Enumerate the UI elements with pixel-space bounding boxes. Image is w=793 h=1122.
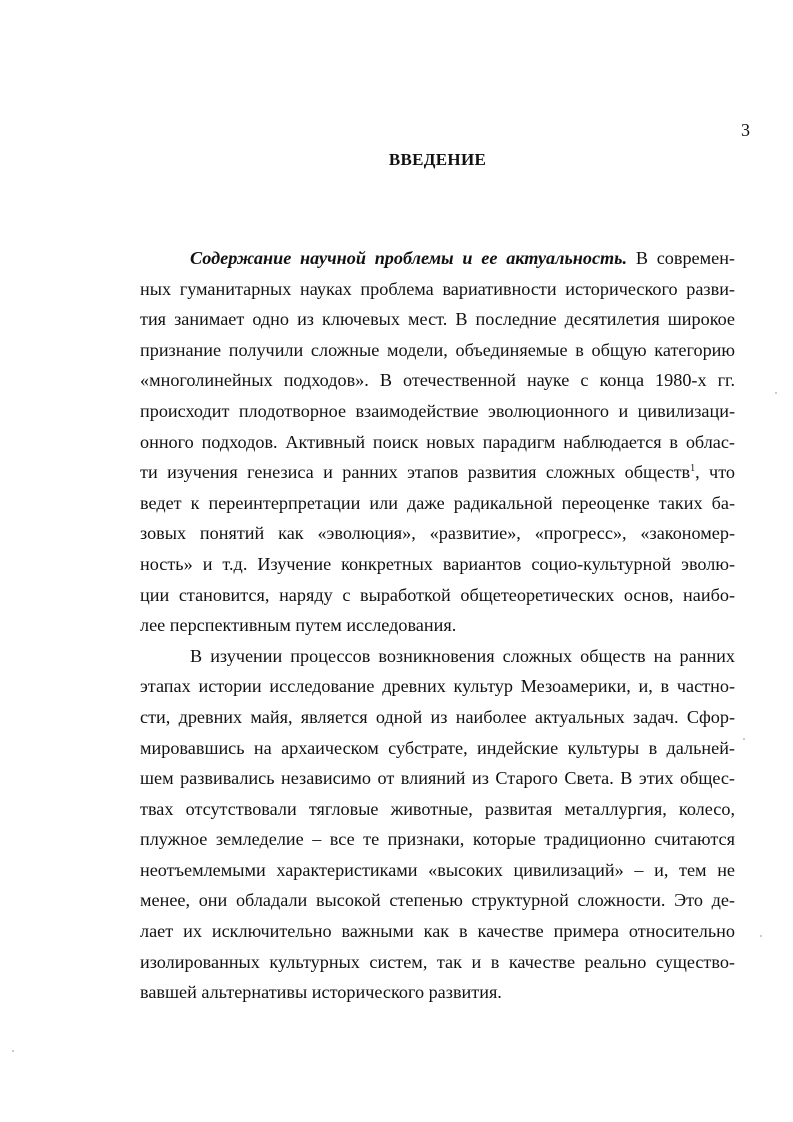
text-line: неотъемлемыми характеристиками «высоких цивилизаций» – и, тем не: [140, 859, 735, 880]
text-line: [140, 457, 735, 488]
text-line: лает их исключительно важными как в качестве примера относительно: [140, 921, 735, 942]
text-line: этапах истории исследование древних культур Мезоамерики, и, в частно-: [140, 676, 735, 697]
paragraph-lead: Содержание научной проблемы и ее актуальность.: [190, 248, 628, 268]
text-fragment: ти изучения генезиса и ранних этапов развития сложных обществ: [140, 462, 691, 483]
text-line: ведет к переинтерпретации или даже радикальной переоценке таких ба-: [140, 492, 735, 513]
scan-speck: [760, 935, 762, 937]
text-line: зовых понятий как «эволюция», «развитие», «прогресс», «закономер-: [140, 523, 735, 544]
scan-speck: [775, 392, 777, 394]
text-line: плужное земледелие – все те признаки, которые традиционно считаются: [140, 829, 735, 850]
text-line: твах отсутствовали тягловые животные, развитая металлургия, колесо,: [140, 798, 735, 819]
text-line: происходит плодотворное взаимодействие эволюционного и цивилизаци-: [140, 400, 735, 421]
body-text: [140, 243, 735, 1008]
text-line: мировавшись на архаическом субстрате, индейские культуры в дальней-: [140, 737, 735, 758]
page-number: 3: [741, 120, 750, 140]
text-line: В изучении процессов возникновения сложных обществ на ранних: [190, 645, 735, 666]
scan-speck: [12, 1050, 14, 1052]
text-line: ность» и т.д. Изучение конкретных вариантов социо-культурной эволю-: [140, 553, 735, 574]
scan-speck: [743, 738, 745, 740]
text-line: шем развивались независимо от влияний из Старого Света. В этих общес-: [140, 768, 735, 789]
text-line: сти, древних майя, является одной из наиболее актуальных задач. Сфор-: [140, 706, 735, 727]
text-line: признание получили сложные модели, объединяемые в общую категорию: [140, 339, 735, 360]
text-line: лее перспективным путем исследования.: [140, 615, 457, 636]
text-line: ции становится, наряду с выработкой общетеоретических основ, наибо-: [140, 584, 735, 605]
section-heading: ВВЕДЕНИЕ: [388, 150, 487, 169]
text-line: менее, они обладали высокой степенью структурной сложности. Это де-: [140, 890, 735, 911]
text-line: ных гуманитарных науках проблема вариативности исторического разви-: [140, 278, 735, 299]
text-fragment: В современ-: [635, 248, 735, 268]
footnote-marker[interactable]: 1: [690, 463, 696, 475]
text-line: изолированных культурных систем, так и в качестве реально существо-: [140, 951, 735, 972]
text-line: [140, 243, 735, 274]
text-fragment: , что: [695, 462, 735, 483]
text-line: тия занимает одно из ключевых мест. В последние десятилетия широкое: [140, 309, 735, 330]
text-line: «многолинейных подходов». В отечественной науке с конца 1980-х гг.: [140, 370, 735, 391]
text-line: вавшей альтернативы исторического развития.: [140, 982, 502, 1003]
text-line: онного подходов. Активный поиск новых парадигм наблюдается в облас-: [140, 431, 735, 452]
